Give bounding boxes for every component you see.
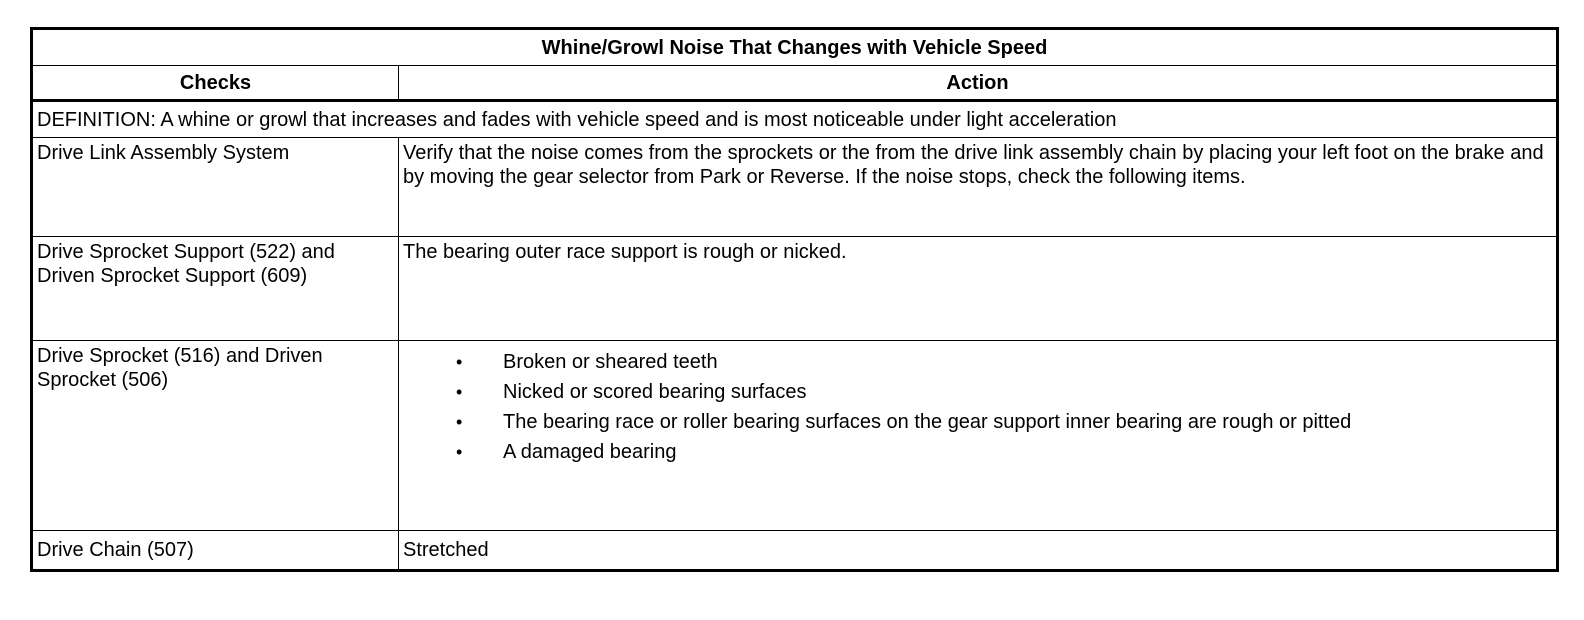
- list-item: [456, 440, 1552, 464]
- check-cell: Drive Chain (507): [32, 531, 399, 571]
- check-cell: Drive Sprocket (516) and Driven Sprocket (506): [32, 341, 399, 531]
- table-row: [32, 237, 1558, 341]
- list-item: [456, 350, 1552, 374]
- definition-row: [32, 101, 1558, 138]
- definition-text: DEFINITION: A whine or growl that increases and fades with vehicle speed and is most noticeable under light acceleration: [32, 101, 1558, 138]
- list-item: [456, 380, 1552, 404]
- list-item-text: Nicked or scored bearing surfaces: [503, 381, 807, 403]
- action-bullet-list: [403, 350, 1552, 464]
- check-cell: Drive Link Assembly System: [32, 138, 399, 237]
- title-row: [32, 29, 1558, 66]
- check-cell: Drive Sprocket Support (522) and Driven Sprocket Support (609): [32, 237, 399, 341]
- action-cell: The bearing outer race support is rough or nicked.: [399, 237, 1558, 341]
- action-cell: Verify that the noise comes from the sprockets or the from the drive link assembly chain by placing your left foot on the brake and by moving the gear selector from Park or Reverse. If the noise stops, check the following items.: [399, 138, 1558, 237]
- action-header: Action: [399, 66, 1558, 101]
- bullet-icon: •: [456, 442, 463, 462]
- list-item-text: A damaged bearing: [503, 441, 677, 463]
- table-row: [32, 531, 1558, 571]
- table-title: Whine/Growl Noise That Changes with Vehicle Speed: [32, 29, 1558, 66]
- checks-header: Checks: [32, 66, 399, 101]
- bullet-icon: •: [456, 382, 463, 402]
- action-cell: [399, 341, 1558, 531]
- table-row: [32, 341, 1558, 531]
- table-row: [32, 138, 1558, 237]
- bullet-icon: •: [456, 352, 463, 372]
- header-row: [32, 66, 1558, 101]
- diagnostic-table: [30, 27, 1559, 572]
- list-item-text: Broken or sheared teeth: [503, 351, 718, 373]
- list-item: [456, 410, 1552, 434]
- action-cell: Stretched: [399, 531, 1558, 571]
- list-item-text: The bearing race or roller bearing surfaces on the gear support inner bearing are rough or pitted: [503, 411, 1352, 433]
- bullet-icon: •: [456, 412, 463, 432]
